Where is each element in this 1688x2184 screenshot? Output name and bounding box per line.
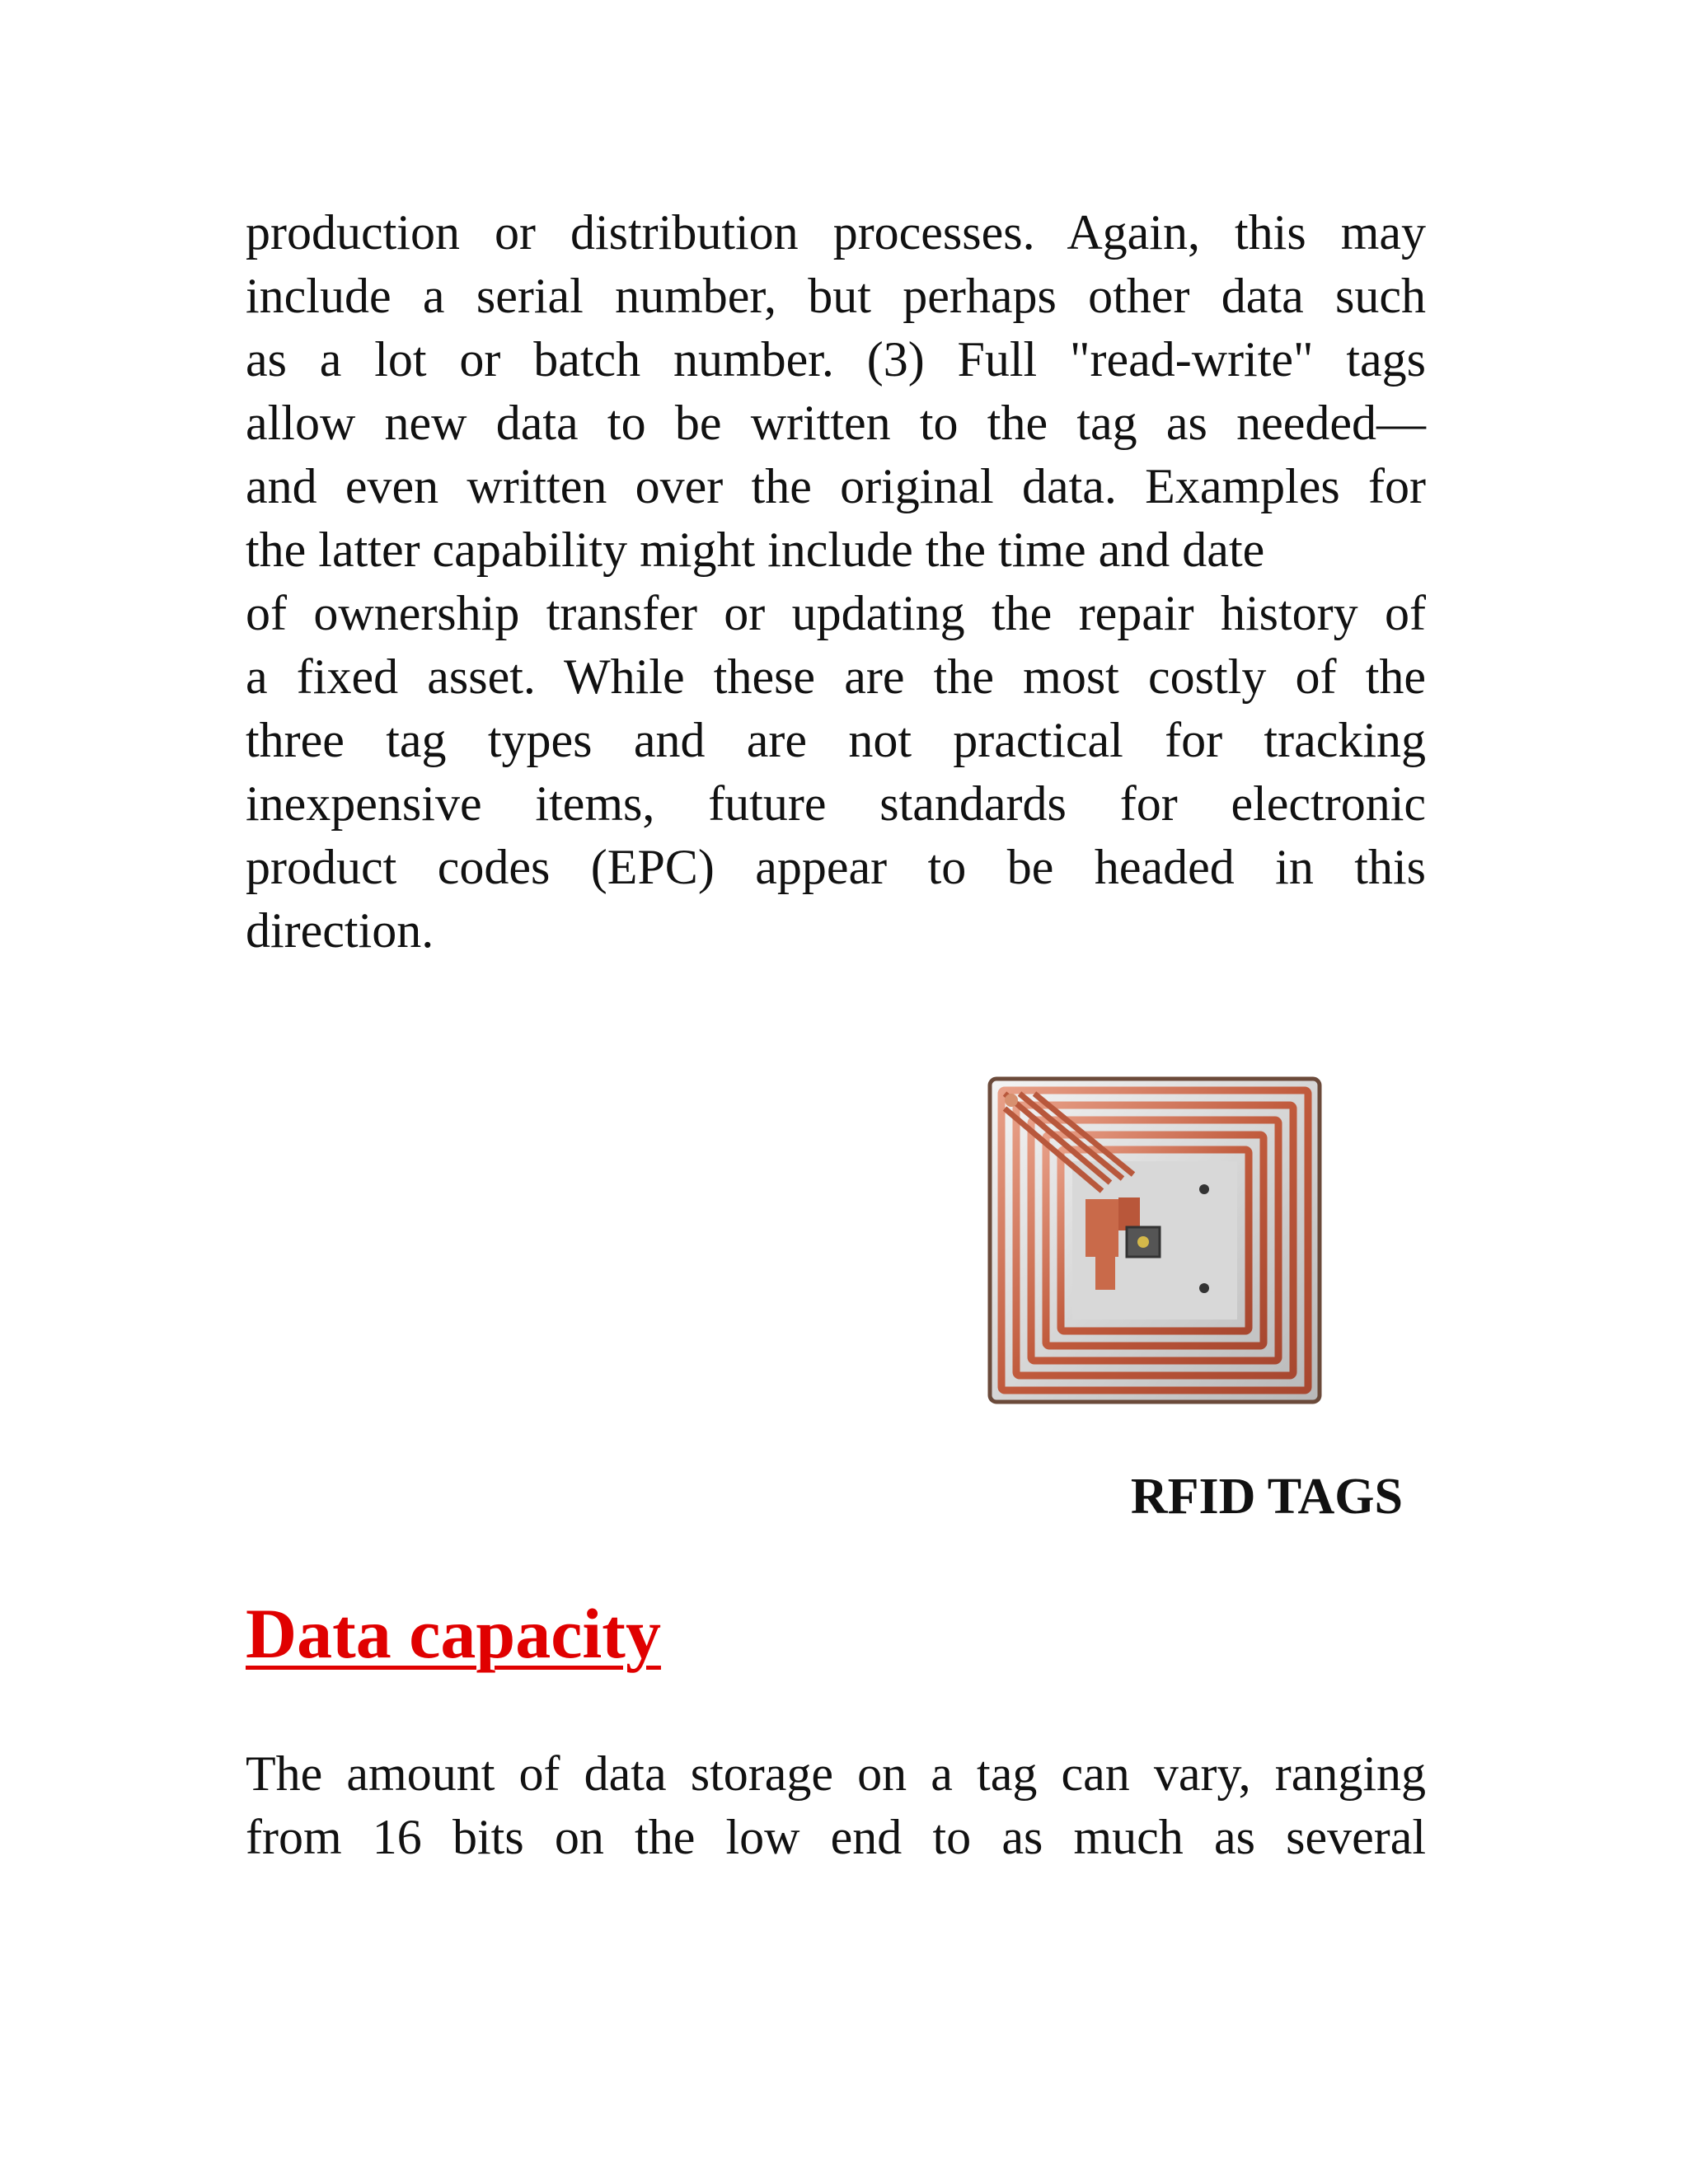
paragraph-line: three tag types and are not practical for tracking	[246, 713, 1426, 767]
paragraph-line: from 16 bits on the low end to as much as several	[246, 1810, 1426, 1864]
paragraph-line: direction.	[246, 903, 434, 958]
paragraph-line: product codes (EPC) appear to be headed in this	[246, 840, 1426, 894]
paragraph-line: The amount of data storage on a tag can vary, ranging	[246, 1746, 1426, 1801]
paragraph-line: as a lot or batch number. (3) Full "read-write" tags	[246, 332, 1426, 387]
paragraph-line: a fixed asset. While these are the most costly of the	[246, 649, 1426, 704]
figure-caption: RFID TAGS	[1130, 1469, 1403, 1525]
paragraph-line: production or distribution processes. Again, this may	[246, 205, 1426, 260]
section-heading: Data capacity	[246, 1594, 661, 1673]
paragraph-line: include a serial number, but perhaps other data such	[246, 269, 1426, 323]
paragraph-rfid-tag-types	[246, 201, 1426, 963]
paragraph-line: and even written over the original data. Examples for	[246, 459, 1426, 513]
paragraph-data-capacity	[246, 1742, 1426, 1869]
paragraph-line: of ownership transfer or updating the repair history of	[246, 586, 1426, 640]
paragraph-line: allow new data to be written to the tag as needed—	[246, 396, 1426, 450]
rfid-tag-image	[987, 1076, 1323, 1405]
paragraph-line: the latter capability might include the time and date	[246, 523, 1265, 577]
paragraph-line: inexpensive items, future standards for electronic	[246, 776, 1426, 831]
rfid-tag-icon	[987, 1076, 1323, 1405]
